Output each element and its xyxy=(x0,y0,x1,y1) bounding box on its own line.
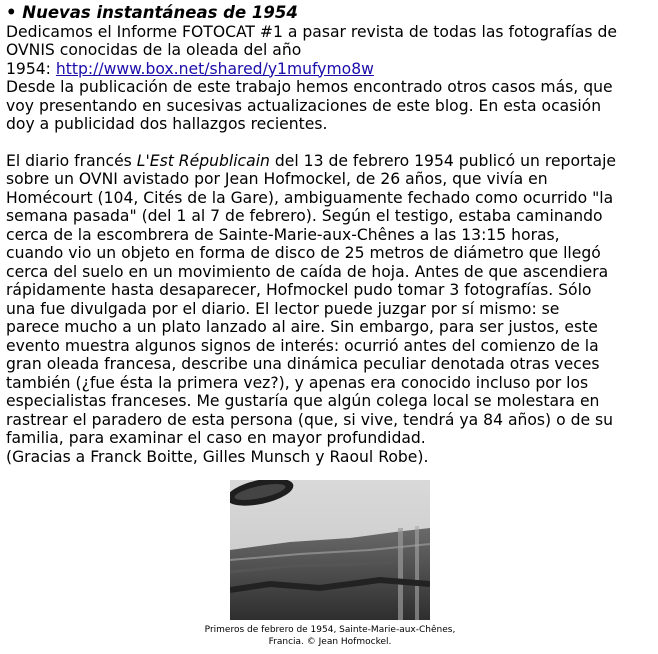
blog-post xyxy=(6,4,654,466)
newspaper-name: L'Est Républicain xyxy=(136,151,270,170)
intro-paragraph xyxy=(6,23,654,79)
update-paragraph: Desde la publicación de este trabajo hemos encontrado otros casos más, que voy presentando en sucesivas actualizaciones de este blog. En esta ocasión doy a publicidad dos hallazgos recientes. xyxy=(6,78,613,133)
case-paragraph xyxy=(6,152,654,467)
photo-caption xyxy=(150,624,510,648)
box-net-link[interactable]: http://www.box.net/shared/y1mufymo8w xyxy=(55,59,374,78)
case-text-after: del 13 de febrero 1954 publicó un reportaje sobre un OVNI avistado por Jean Hofmockel, de 26 años, que vivía en Homécourt (104, Cités de la Gare), ambiguamente fechado como ocurrido "la semana pasada" (del 1 al 7 de febrero). Según el testigo, estaba caminando cerca de la escombrera de Sainte-Marie-aux-Chênes a las 13:15 horas, cuando vio un objeto en forma de disco de 25 metros de diámetro que llegó cerca del suelo en un movimiento de caída de hoja. Antes de que ascendiera rápidamente hasta desaparecer, Hofmockel pudo tomar 3 fotografías. Sólo una fue divulgada por el diario. El lector puede juzgar por sí mismo: se parece mucho a un plato lanzado al aire. Sin embargo, para ser justos, este evento muestra algunos signos de interés: ocurrió antes del comienzo de la gran oleada francesa, describe una dinámica peculiar denotada otras veces también (¿fue ésta la primera vez?), y apenas era conocido incluso por los especialistas franceses. Me gustaría que algún colega local se molestara en rastrear el paradero de esta persona (que, si vive, tendrá ya 84 años) o de su familia, para examinar el caso en mayor profundidad. (Gracias a Franck Boitte, Gilles Munsch y Raoul Robe). xyxy=(6,151,617,466)
ufo-photo-graphic xyxy=(230,480,430,620)
post-title: • Nuevas instantáneas de 1954 xyxy=(6,3,298,22)
intro-text: Dedicamos el Informe FOTOCAT #1 a pasar revista de todas las fotografías de OVNIS conocidas de la oleada del año 1954: xyxy=(6,22,617,78)
case-text-before: El diario francés xyxy=(6,151,137,170)
ufo-photograph xyxy=(230,480,430,620)
caption-text: Primeros de febrero de 1954, Sainte-Marie-aux-Chênes, Francia. © Jean Hofmockel. xyxy=(204,625,456,647)
paragraph-gap xyxy=(6,134,654,152)
